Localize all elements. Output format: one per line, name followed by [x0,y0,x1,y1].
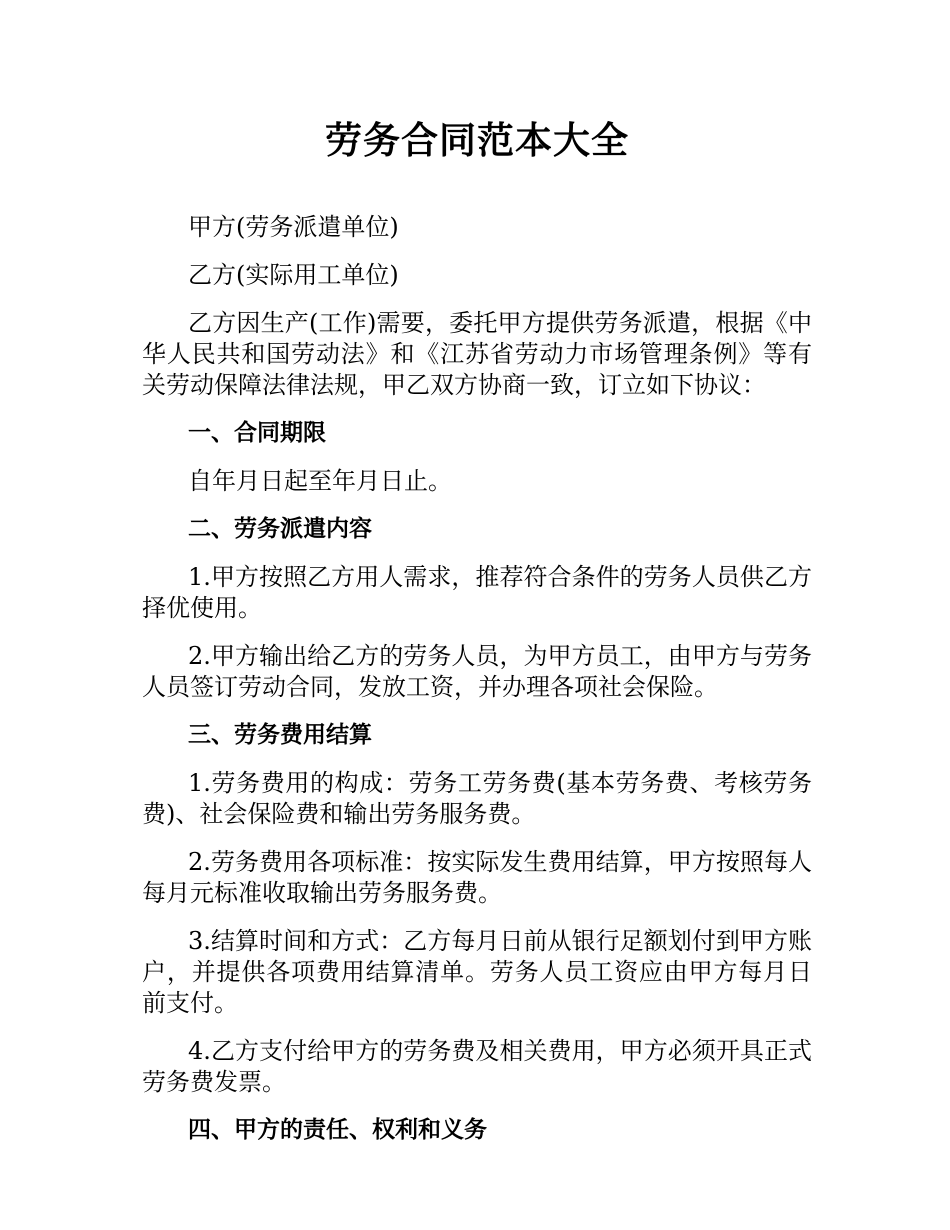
dispatch-clause-1: 1.甲方按照乙方用人需求，推荐符合条件的劳务人员供乙方择优使用。 [142,563,812,622]
preamble-paragraph: 乙方因生产(工作)需要，委托甲方提供劳务派遣，根据《中华人民共和国劳动法》和《江苏省劳动力市场管理条例》等有关劳动保障法律法规，甲乙双方协商一致，订立如下协议： [142,309,812,399]
section-heading-party-a-duties: 四、甲方的责任、权利和义务 [188,1117,487,1143]
section-heading-dispatch: 二、劳务派遣内容 [188,516,372,542]
section-heading-settlement: 三、劳务费用结算 [188,722,372,748]
section-heading-term: 一、合同期限 [188,420,326,446]
document-title: 劳务合同范本大全 [325,119,629,162]
party-b-line: 乙方(实际用工单位) [188,261,399,289]
dispatch-clause-2: 2.甲方输出给乙方的劳务人员，为甲方员工，由甲方与劳务人员签订劳动合同，发放工资，并办理各项社会保险。 [142,642,812,701]
settlement-clause-4: 4.乙方支付给甲方的劳务费及相关费用，甲方必须开具正式劳务费发票。 [142,1037,812,1096]
term-paragraph: 自年月日起至年月日止。 [188,467,452,495]
settlement-clause-1: 1.劳务费用的构成：劳务工劳务费(基本劳务费、考核劳务费)、社会保险费和输出劳务服务费。 [142,769,812,828]
party-a-line: 甲方(劳务派遣单位) [188,213,399,241]
settlement-clause-2: 2.劳务费用各项标准：按实际发生费用结算，甲方按照每人每月元标准收取输出劳务服务费。 [142,848,812,907]
document-page [142,112,812,1163]
settlement-clause-3: 3.结算时间和方式：乙方每月日前从银行足额划付到甲方账户，并提供各项费用结算清单。劳务人员工资应由甲方每月日前支付。 [142,927,812,1017]
